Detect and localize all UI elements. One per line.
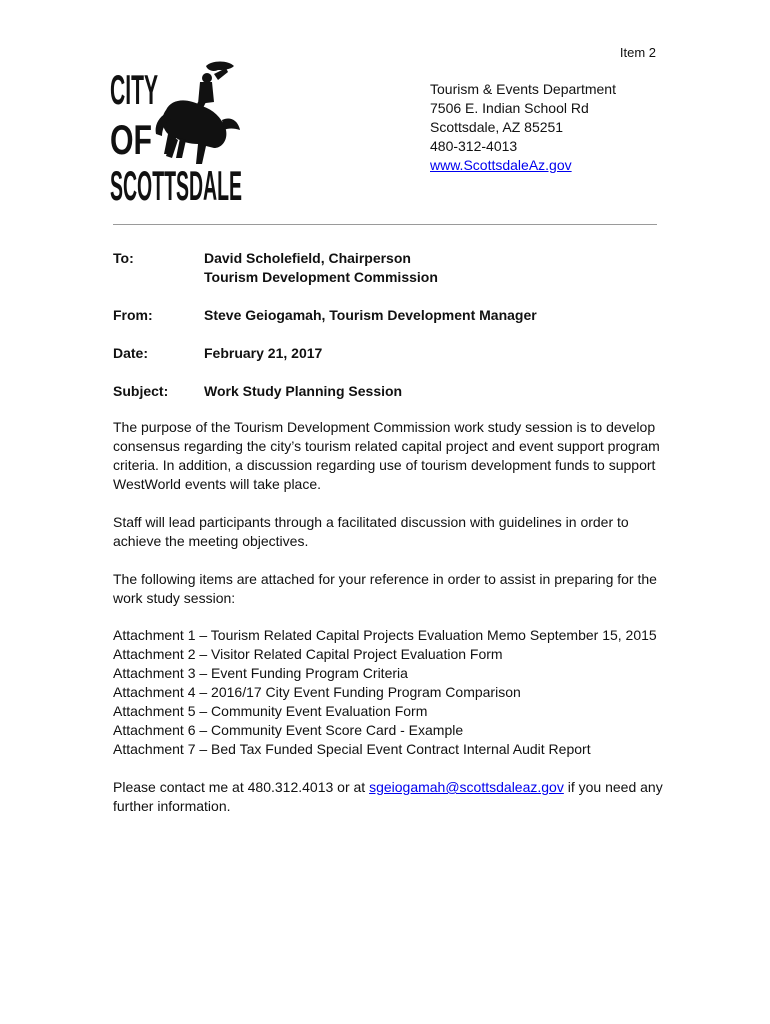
attachment-list xyxy=(113,626,673,759)
subject-label: Subject: xyxy=(113,383,169,399)
paragraph-text: Staff will lead participants through a facilitated discussion with guidelines in order to achieve the meeting objectives. xyxy=(113,514,629,549)
header-divider xyxy=(113,224,657,225)
date-label: Date: xyxy=(113,345,149,361)
attachment-item: Attachment 7 – Bed Tax Funded Special Event Contract Internal Audit Report xyxy=(113,741,591,757)
to-value xyxy=(204,249,438,287)
attachment-item: Attachment 4 – 2016/17 City Event Funding Program Comparison xyxy=(113,684,521,700)
department-address xyxy=(430,80,616,175)
department-city: Scottsdale, AZ 85251 xyxy=(430,119,564,135)
to-organization: Tourism Development Commission xyxy=(204,269,438,285)
to-name: David Scholefield, Chairperson xyxy=(204,250,411,266)
city-of-scottsdale-logo xyxy=(110,58,246,209)
department-phone: 480-312-4013 xyxy=(430,138,518,154)
to-label: To: xyxy=(113,250,134,266)
attachment-item: Attachment 5 – Community Event Evaluation Form xyxy=(113,703,428,719)
body-paragraph-staff xyxy=(113,513,663,551)
attachment-item: Attachment 6 – Community Event Score Card - Example xyxy=(113,722,464,738)
logo-line-city: CITY xyxy=(110,66,158,113)
paragraph-text: The following items are attached for your reference in order to assist in preparing for the work study session: xyxy=(113,571,657,606)
bronco-rider-icon xyxy=(110,58,246,209)
body-paragraph-attachments-intro xyxy=(113,570,663,608)
department-name: Tourism & Events Department xyxy=(430,81,616,97)
department-street: 7506 E. Indian School Rd xyxy=(430,100,589,116)
item-label: Item 2 xyxy=(619,45,656,60)
body-paragraph-purpose xyxy=(113,418,663,494)
contact-prefix: Please contact me at 480.312.4013 or at xyxy=(113,779,370,795)
date-value: February 21, 2017 xyxy=(204,345,323,361)
attachment-item: Attachment 2 – Visitor Related Capital Project Evaluation Form xyxy=(113,646,503,662)
paragraph-text: The purpose of the Tourism Development Commission work study session is to develop consensus regarding the city’s tourism related capital project and event support program criteria. In addition, a discussion regarding use of tourism development funds to support WestWorld events will take place. xyxy=(113,419,660,492)
attachment-item: Attachment 3 – Event Funding Program Criteria xyxy=(113,665,408,681)
subject-value: Work Study Planning Session xyxy=(204,383,403,399)
from-label: From: xyxy=(113,307,153,323)
contact-paragraph xyxy=(113,778,673,816)
attachment-item: Attachment 1 – Tourism Related Capital Projects Evaluation Memo September 15, 2015 xyxy=(113,627,657,643)
contact-email-link[interactable]: sgeiogamah@scottsdaleaz.gov xyxy=(369,779,564,795)
department-website-link[interactable]: www.ScottsdaleAz.gov xyxy=(430,157,572,173)
logo-line-scottsdale: SCOTTSDALE xyxy=(110,162,242,209)
contact-suffix: if you need any further information. xyxy=(113,779,663,814)
from-value: Steve Geiogamah, Tourism Development Manager xyxy=(204,307,537,323)
logo-line-of: OF xyxy=(110,116,152,163)
